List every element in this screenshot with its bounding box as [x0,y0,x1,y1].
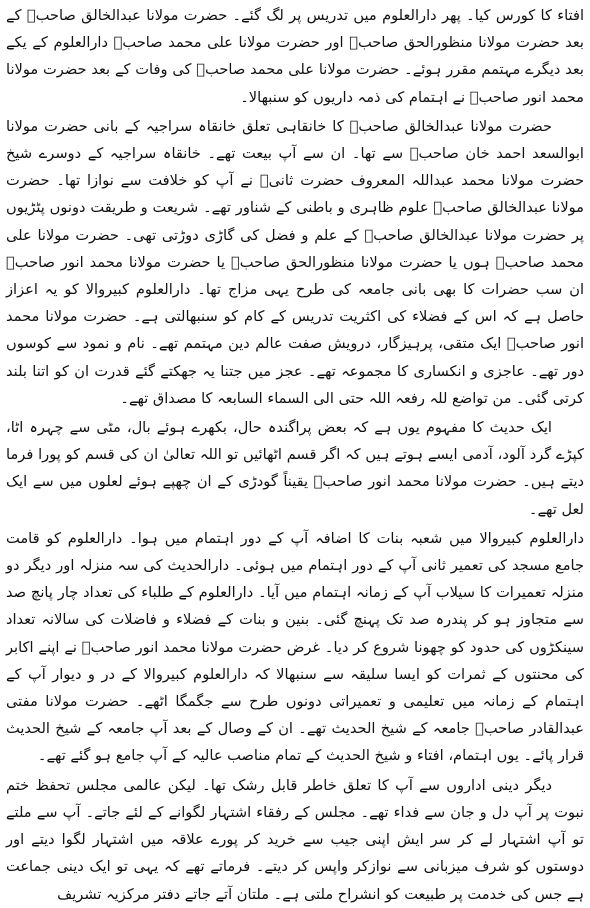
paragraph-2: حضرت مولانا عبدالخالق صاحبؒ کا خانقاہی تعلق خانقاہ سراجیہ کے بانی حضرت مولانا ابوالسعد احمد خان صاحبؒ سے تھا۔ ان سے آپ بیعت تھے۔ خانقاہ سراجیہ کے دوسرے شیخ حضرت مولانا محمد عبداللہ المعروف حضرت ثانیؒ نے آپ کو خلافت سے نوازا تھا۔ حضرت مولانا عبدالخالق صاحبؒ علوم ظاہری و باطنی کے شناور تھے۔ شریعت و طریقت دونوں پٹڑیوں پر حضرت مولانا عبدالخالق صاحبؒ کے علم و فضل کی گاڑی دوڑتی تھی۔ حضرت مولانا علی محمد صاحبؒ ہوں یا حضرت مولانا منظورالحق صاحبؒ یا حضرت مولانا محمد انور صاحبؒ ان سب حضرات کا بھی بانی جامعہ کی طرح یہی مزاج تھا۔ دارالعلوم کبیروالا کو یہ اعزاز حاصل ہے کہ اس کے فضلاء کی اکثریت تدریس کے کام کو سنبھالتی ہے۔ حضرت مولانا محمد انور صاحبؒ ایک متقی، پرہیزگار، درویش صفت عالم دین مہتمم تھے۔ نام و نمود سے کوسوں دور تھے۔ عاجزی و انکساری کا مجموعہ تھے۔ عجز میں جتنا یہ جھکتے گئے قدرت ان کو اتنا بلند کرتی گئی۔ من تواضع للہ رفعہ اللہ حتی الی السماء السابعہ کا مصداق تھے۔ [6,117,584,407]
paragraph-3: ایک حدیث کا مفہوم یوں ہے کہ بعض پراگندہ حال، بکھرے ہوئے بال، مٹی سے چہرہ اٹا، کپڑے گرد آلود، آدمی ایسے ہوتے ہیں کہ اگر قسم اٹھائیں تو اللہ تعالیٰ ان کی قسم کو پورا فرما دیتے ہیں۔ حضرت مولانا محمد انور صاحبؒ یقیناً گودڑی کے ان چھپے ہوئے لعلوں میں سے ایک لعل تھے۔ [6,419,584,518]
paragraph-1: افتاء کا کورس کیا۔ پھر دارالعلوم میں تدریس پر لگ گئے۔ حضرت مولانا عبدالخالق صاحبؒ کے بعد حضرت مولانا منظورالحق صاحبؒ اور حضرت مولانا علی محمد صاحبؒ دارالعلوم کے یکے بعد دیگرے مہتمم مقرر ہوئے۔ حضرت مولانا علی محمد صاحبؒ کی وفات کے بعد حضرت مولانا محمد انور صاحبؒ نے اہتمام کی ذمہ داریوں کو سنبھالا۔ [6,7,584,106]
paragraph-5: دیگر دینی اداروں سے آپ کا تعلق خاطر قابل رشک تھا۔ لیکن عالمی مجلس تحفظ ختم نبوت پر آپ دل و جان سے فداء تھے۔ مجلس کے رفقاء اشتہار لگوانے کے لئے جاتے۔ آپ سے ملتے تو آپ اشتہار لے کر سر ایش اپنی جیب سے خرید کر پورے علاقہ میں اشتہار لگوا دیتے اور دوستوں کو شرف میزبانی سے نوازکر واپس کر دیتے۔ فرماتے تھے کہ یہی تو ایک دینی جماعت ہے جس کی خدمت پر طبیعت کو انشراح ملتی ہے۔ ملتان آتے جاتے دفتر مرکزیہ تشریف [6,776,584,903]
paragraph-4: دارالعلوم کبیروالا میں شعبہ بنات کا اضافہ آپ کے دور اہتمام میں ہوا۔ دارالعلوم کو قامت جامع مسجد کی تعمیر ثانی آپ کے دور اہتمام میں ہوئی۔ دارالحدیث کی سہ منزلہ اور دیگر دو منزلہ تعمیرات کا سیلاب آپ کے زمانہ اہتمام میں آیا۔ دارالعلوم کے طلباء کی تعداد چار پانچ صد سے متجاوز ہو کر پندرہ صد تک پہنچ گئی۔ بنین و بنات کے فضلاء و فاضلات کی سالانہ تعداد سینکڑوں کی حدود کو چھونا شروع کر دیا۔ غرض حضرت مولانا محمد انور صاحبؒ نے اپنے اکابر کی محنتوں کے ثمرات کو ایسا سلیقہ سے سنبھالا کہ دارالعلوم کبیروالا کے در و دیوار آپ کے اہتمام کے زمانہ میں تعلیمی و تعمیراتی دونوں طرح سے جگمگا اٹھے۔ حضرت مولانا مفتی عبدالقادر صاحبؒ جامعہ کے شیخ الحدیث تھے۔ ان کے وصال کے بعد آپ جامعہ کے شیخ الحدیث قرار پائے۔ یوں اہتمام، افتاء و شیخ الحدیث کے تمام مناصب عالیہ کے آپ جامع ہو گئے تھے۔ [6,529,584,765]
